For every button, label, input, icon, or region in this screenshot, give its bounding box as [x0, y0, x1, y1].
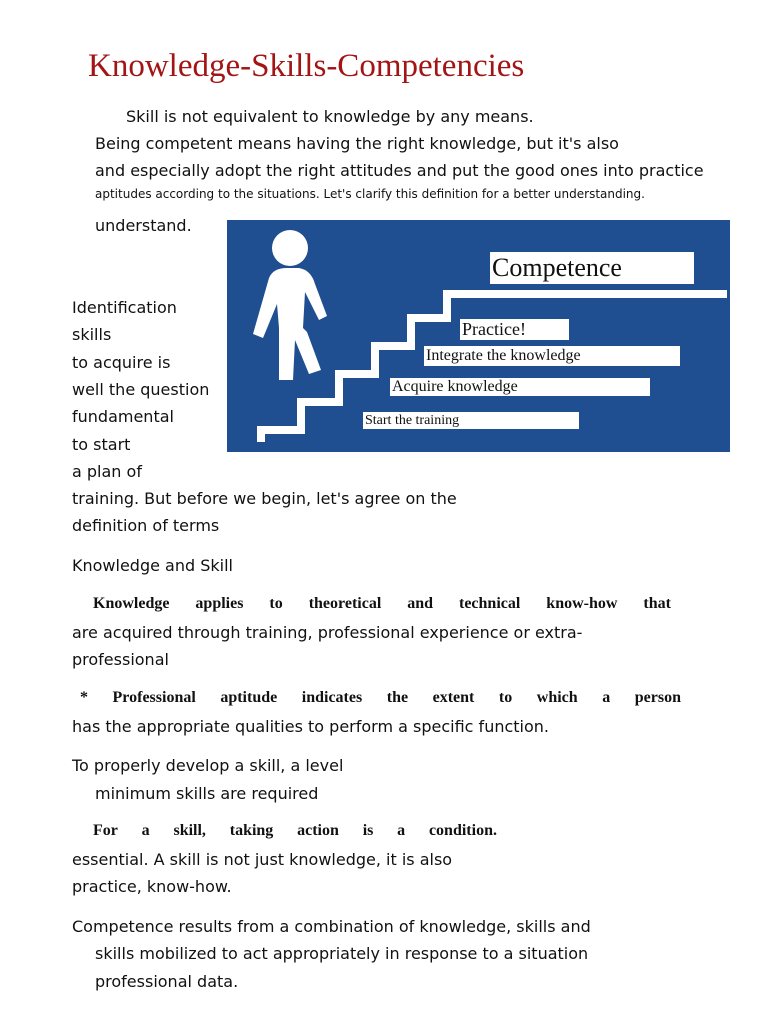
bullet-line-2: skills mobilized to act appropriately in response to a situation	[95, 944, 589, 963]
word: *	[80, 689, 88, 706]
word: to	[269, 595, 283, 612]
word: to	[498, 689, 513, 706]
training-line: definition of terms	[72, 516, 220, 535]
aptitude-line-1	[80, 689, 681, 707]
left-column-line: to acquire is	[72, 353, 171, 372]
bullet-text: To properly develop a skill, a level	[72, 756, 344, 775]
action-line-3: practice, know-how.	[72, 877, 232, 896]
staircase-image	[227, 220, 730, 452]
bullet-line-3: professional data.	[95, 972, 239, 991]
word: a	[141, 822, 150, 839]
word: extent	[432, 689, 475, 706]
left-column-line: fundamental	[72, 407, 174, 426]
word: condition.	[428, 822, 497, 839]
left-column-line: Identification	[72, 298, 177, 317]
word: technical	[459, 595, 521, 612]
aptitude-line-2: has the appropriate qualities to perform a specific function.	[72, 717, 549, 736]
left-column-line: skills	[72, 325, 112, 344]
word: aptitude	[220, 689, 278, 706]
intro-line-4: aptitudes according to the situations. Let's clarify this definition for a better understanding.	[95, 187, 645, 201]
step-competence: Competence	[490, 252, 694, 284]
word: For	[93, 822, 118, 839]
bullet-line-1	[72, 917, 591, 937]
left-column-line: well the question	[72, 380, 210, 399]
action-line-1	[93, 822, 497, 840]
word: that	[643, 595, 671, 612]
action-line-2: essential. A skill is not just knowledge, it is also	[72, 850, 453, 869]
word: Professional	[112, 689, 196, 706]
word: and	[407, 595, 434, 612]
left-column-line: a plan of	[72, 462, 142, 481]
intro-line-1: Skill is not equivalent to knowledge by any means.	[126, 107, 534, 126]
word: person	[634, 689, 681, 706]
word: action	[297, 822, 339, 839]
intro-line-3: and especially adopt the right attitudes and put the good ones into practice	[95, 161, 704, 180]
section-heading: Knowledge and Skill	[72, 556, 233, 575]
word: know-how	[546, 595, 618, 612]
word: taking	[229, 822, 274, 839]
step-start-training: Start the training	[363, 412, 579, 429]
left-column-line: to start	[72, 435, 131, 454]
word: which	[536, 689, 578, 706]
word: a	[397, 822, 406, 839]
word: indicates	[301, 689, 363, 706]
word: skill,	[173, 822, 206, 839]
word: applies	[195, 595, 244, 612]
step-acquire-knowledge: Acquire knowledge	[390, 378, 650, 396]
bullet-line-2: minimum skills are required	[95, 784, 319, 803]
knowledge-line-2: are acquired through training, professional experience or extra-	[72, 623, 583, 642]
page-title: Knowledge-Skills-Competencies	[88, 48, 525, 84]
bullet-line-1	[72, 756, 343, 776]
intro-line-2: Being competent means having the right knowledge, but it's also	[95, 134, 619, 153]
knowledge-line-3: professional	[72, 650, 169, 669]
step-practice: Practice!	[460, 319, 569, 340]
knowledge-line-1	[93, 595, 671, 613]
word: the	[386, 689, 409, 706]
word: Knowledge	[93, 595, 170, 612]
step-integrate-knowledge: Integrate the knowledge	[424, 346, 680, 366]
word: is	[362, 822, 374, 839]
word: theoretical	[308, 595, 382, 612]
intro-line-5: understand.	[95, 216, 192, 235]
bullet-text: Competence results from a combination of knowledge, skills and	[72, 917, 591, 936]
training-line: training. But before we begin, let's agree on the	[72, 489, 457, 508]
word: a	[602, 689, 611, 706]
